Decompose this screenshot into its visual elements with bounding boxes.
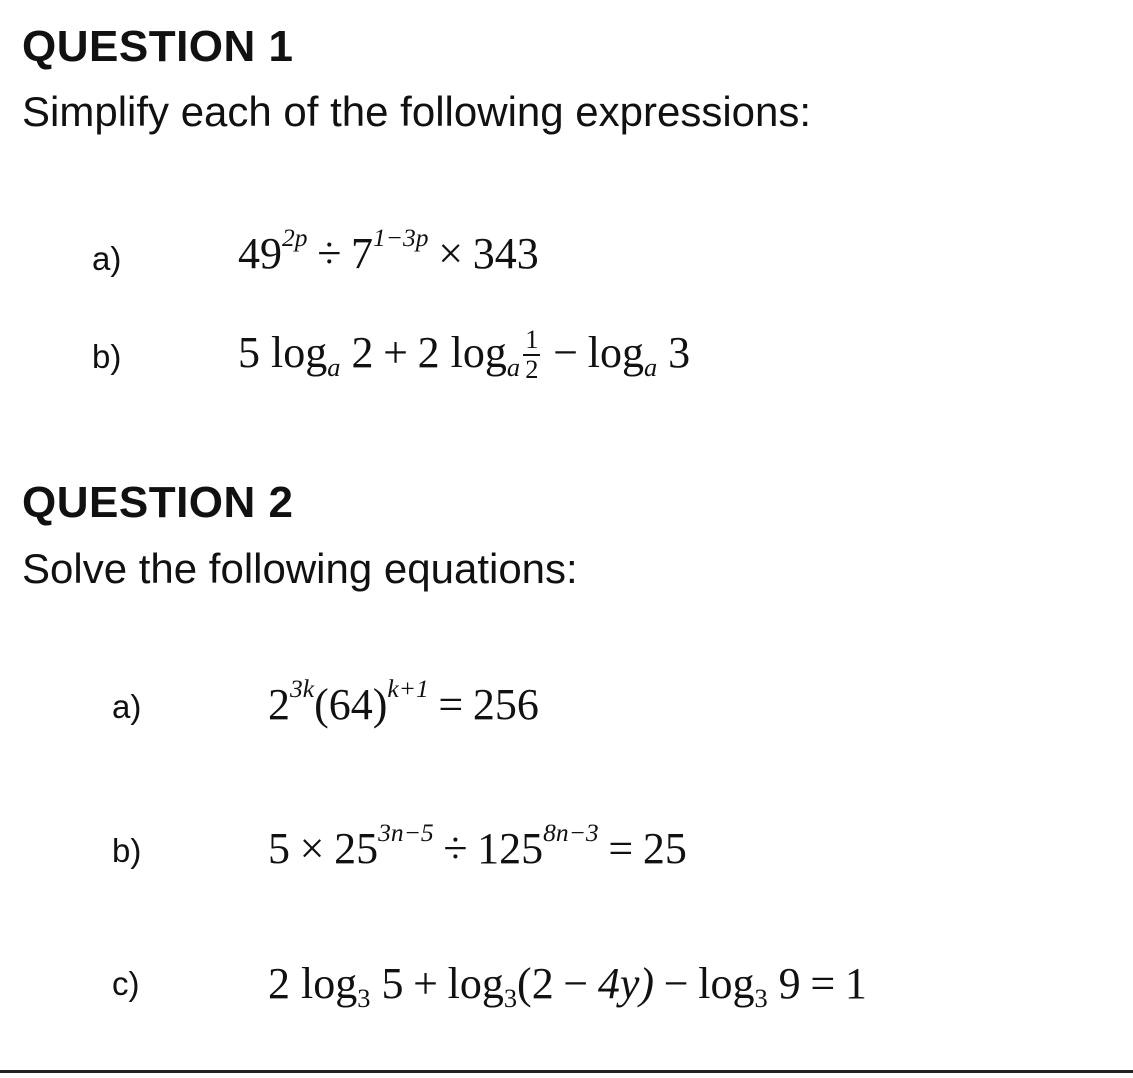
- q2-part-a-label: a): [112, 688, 142, 725]
- q1-part-a-label: a): [92, 240, 122, 277]
- question-1-title: QUESTION 1: [22, 22, 294, 71]
- q2-part-c-expression: 2 $\log_3 5 + \log_3(2 - 4y) - \log_3 9 = 1$: [268, 959, 867, 1014]
- one-half-fraction: $\frac{1}{2}$: [525, 323, 539, 384]
- question-1-instruction: Simplify each of the following expressions:: [22, 88, 812, 135]
- bottom-divider: [0, 1070, 1133, 1073]
- q2-part-b-expression: $5 \times 25^{3n-5} \div 125^{8n-3} = 25$: [268, 818, 687, 873]
- question-2-title: QUESTION 2: [22, 478, 294, 527]
- q1-part-b-label: b): [92, 338, 122, 375]
- q2-part-a-expression: $2^{3k}(64)^{k+1} = 256$: [268, 674, 539, 729]
- q1-part-a-expression: $49^{2p} \div 7^{1-3p} \times 343$: [238, 223, 539, 278]
- q2-part-b-label: b): [112, 832, 142, 869]
- q1-part-b-expression: 5 $\log_a 2 + 2$ $\log_a$ $\frac{1}{2}$ − $\log_a 3$: [238, 323, 691, 384]
- q2-part-c-label: c): [112, 965, 140, 1002]
- question-2-instruction: Solve the following equations:: [22, 545, 578, 592]
